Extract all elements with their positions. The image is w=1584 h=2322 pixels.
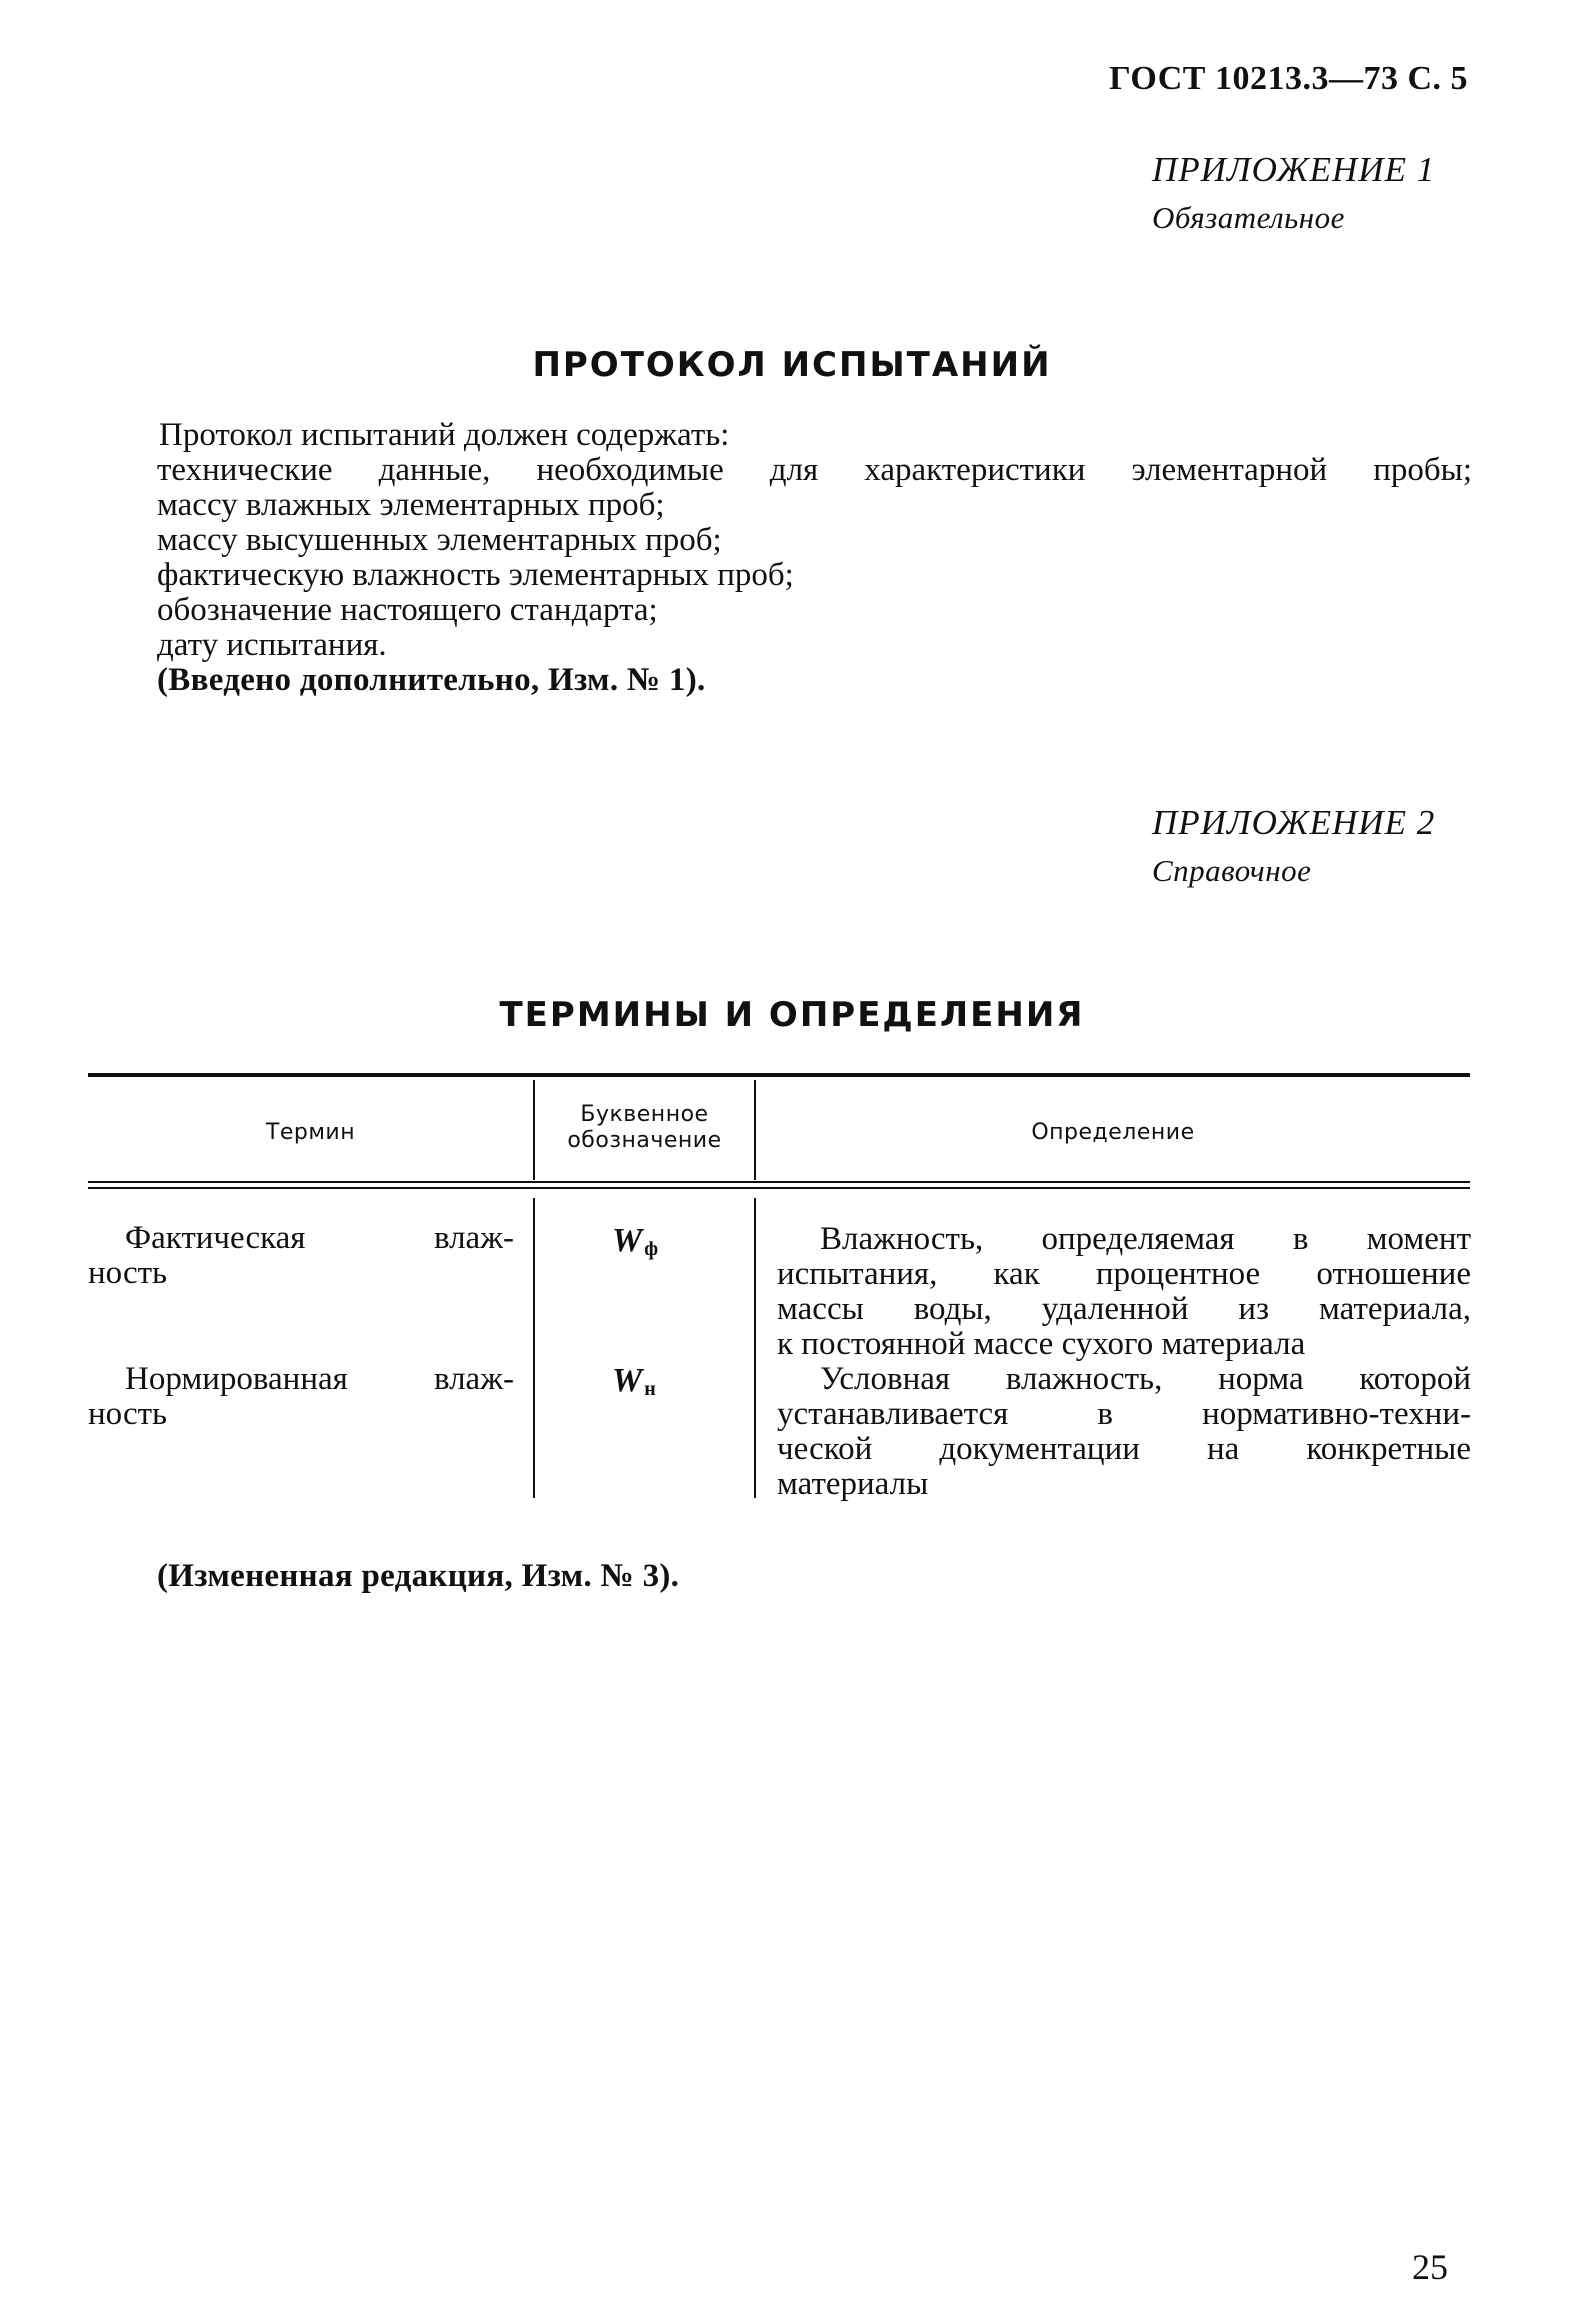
protocol-line: дату испытания. (157, 627, 387, 663)
definition-line: Условная влажность, норма которой (820, 1361, 1471, 1397)
definition-cell (777, 1222, 1471, 1362)
definition-line: ческой документации на конкретные (777, 1431, 1471, 1467)
protocol-line: массу влажных элементарных проб; (157, 487, 665, 523)
term-cell-continuation: ность (88, 1255, 168, 1291)
term-cell (125, 1362, 514, 1397)
terms-heading: ТЕРМИНЫ И ОПРЕДЕЛЕНИЯ (499, 995, 1085, 1035)
term-text: влаж- (433, 1220, 514, 1256)
symbol-letter: W (612, 1362, 643, 1399)
definition-line: материалы (777, 1466, 929, 1502)
column-header-symbol-line2: обозначение (567, 1128, 722, 1153)
term-cell-continuation: ность (88, 1396, 168, 1432)
appendix-1-title: ПРИЛОЖЕНИЕ 1 (1152, 150, 1436, 189)
table-top-rule (88, 1073, 1470, 1077)
symbol-subscript: ф (644, 1238, 659, 1260)
appendix-2-title: ПРИЛОЖЕНИЕ 2 (1152, 803, 1436, 842)
symbol-subscript: н (644, 1378, 656, 1400)
definition-line: устанавливается в нормативно-техни- (777, 1396, 1471, 1432)
header-rule (88, 1181, 1470, 1183)
term-text: влаж- (433, 1361, 514, 1397)
definition-line: к постоянной массе сухого материала (777, 1326, 1306, 1362)
protocol-line: технические данные, необходимые для характеристики элементарной пробы; (157, 452, 1472, 488)
column-header-term: Термин (265, 1120, 356, 1145)
protocol-line: Протокол испытаний должен содержать: (159, 417, 730, 453)
appendix-1-subtitle: Обязательное (1152, 200, 1345, 235)
symbol-cell (612, 1362, 656, 1401)
symbol-cell (612, 1222, 658, 1261)
column-separator (754, 1198, 756, 1498)
definition-line: массы воды, удаленной из материала, (777, 1291, 1471, 1327)
terms-amendment-note: (Измененная редакция, Изм. № 3). (157, 1558, 680, 1594)
symbol-letter: W (612, 1222, 643, 1259)
protocol-heading: ПРОТОКОЛ ИСПЫТАНИЙ (532, 345, 1052, 385)
protocol-body (157, 418, 1472, 698)
standard-reference: ГОСТ 10213.3—73 С. 5 (1109, 60, 1468, 97)
term-text: Нормированная (125, 1361, 348, 1397)
column-separator (533, 1198, 535, 1498)
column-header-definition: Определение (1031, 1120, 1195, 1145)
definition-cell (777, 1362, 1471, 1502)
definition-line: Влажность, определяемая в момент (820, 1221, 1471, 1257)
definition-line: испытания, как процентное отношение (777, 1256, 1471, 1292)
header-rule (88, 1187, 1470, 1189)
page-number: 25 (1412, 2247, 1448, 2287)
protocol-amendment-note: (Введено дополнительно, Изм. № 1). (157, 662, 706, 698)
column-header-symbol (535, 1102, 754, 1154)
column-header-symbol-line1: Буквенное (580, 1102, 709, 1127)
term-cell (125, 1221, 514, 1256)
protocol-line: фактическую влажность элементарных проб; (157, 557, 794, 593)
protocol-line: обозначение настоящего стандарта; (157, 592, 658, 628)
protocol-line: массу высушенных элементарных проб; (157, 522, 722, 558)
appendix-2-subtitle: Справочное (1152, 853, 1312, 888)
term-text: Фактическая (125, 1220, 306, 1256)
